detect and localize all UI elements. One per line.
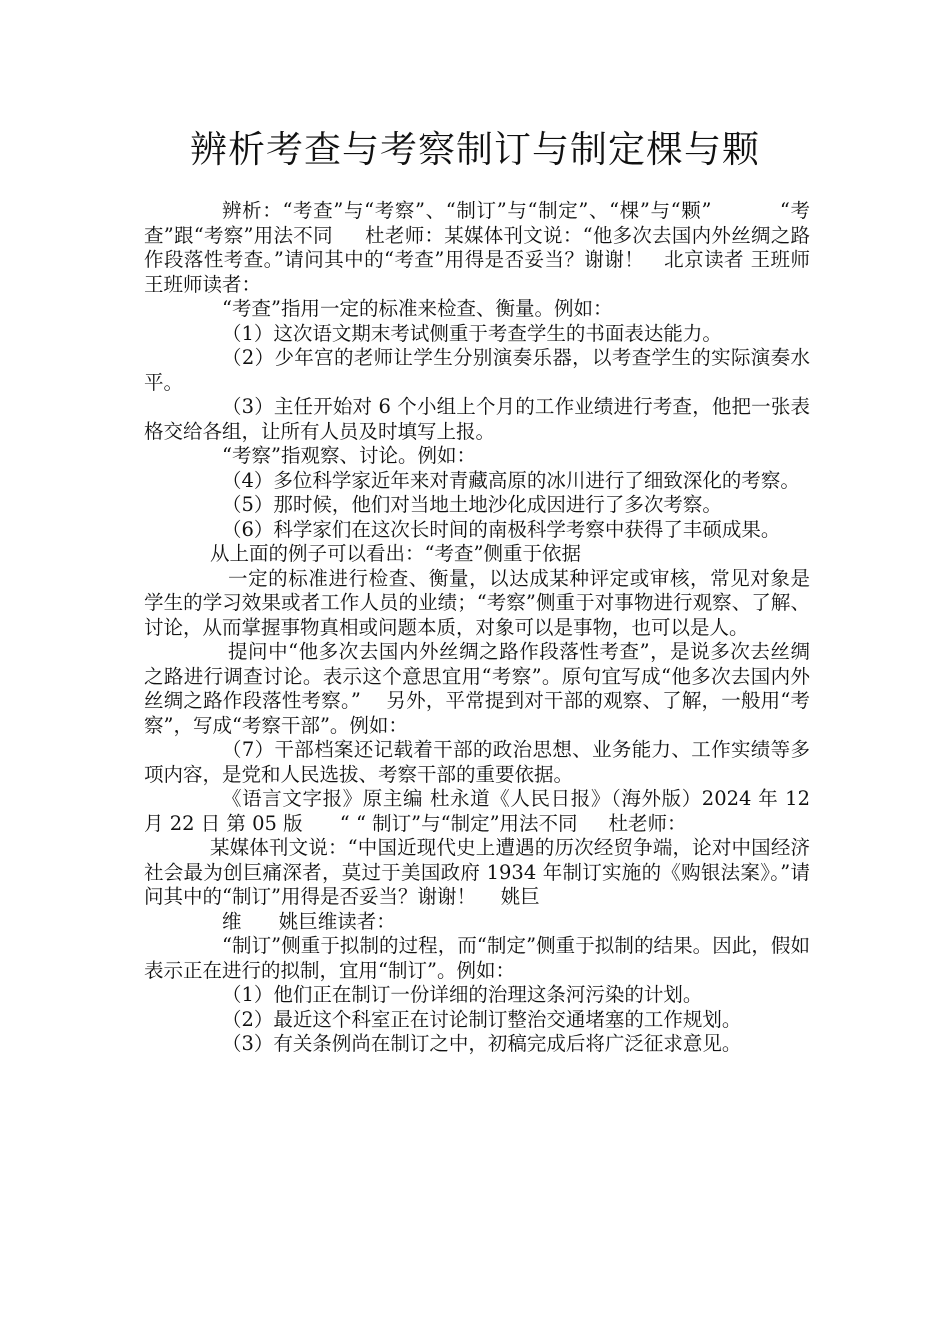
paragraph-summary: 一定的标准进行检查、衡量，以达成某种评定或审核，常见对象是学生的学习效果或者工作人员的业绩；“考察”侧重于对事物进行观察、了解、讨论，从而掌握事物真相或问题本质，对象可以是事物，也可以是人。 [144, 566, 810, 639]
paragraph-question-2: 某媒体刊文说：“中国近现代史上遭遇的历次经贸争端，论对中国经济社会最为创巨痛深者，莫过于美国政府 1934 年制订实施的《购银法案》。”请问其中的“制订”用得是否妥当？谢谢！ 姚巨 [144, 836, 810, 908]
paragraph-example-3: （3）主任开始对 6 个小组上个月的工作业绩进行考查，他把一张表格交给各组，让所有人员及时填写上报。 [144, 395, 810, 443]
paragraph-zhiding-explanation: “制订”侧重于拟制的过程，而“制定”侧重于拟制的结果。因此，假如表示正在进行的拟制，宜用“制订”。例如： [144, 934, 810, 982]
paragraph-zhiding-example-1: （1）他们正在制订一份详细的治理这条河污染的计划。 [222, 983, 703, 1006]
paragraph-example-6: （6）科学家们在这次长时间的南极科学考察中获得了丰硕成果。 [222, 517, 781, 541]
paragraph-intro: 辨析：“考查”与“考察”、“制订”与“制定”、“棵”与“颗” “考查”跟“考察”用法不同 杜老师：某媒体刊文说：“他多次去国内外丝绸之路作段落性考查。”请问其中的“考查”用得是否妥当？谢谢！ 北京读者 王班师 王班师读者： [144, 199, 829, 296]
paragraph-reader-2: 维 姚巨维读者： [222, 909, 396, 933]
document-title: 辨析考查与考察制订与制定棵与颗 [190, 128, 760, 171]
paragraph-example-1: （1）这次语文期末考试侧重于考查学生的书面表达能力。 [222, 321, 722, 345]
paragraph-kaocha2-definition: “考察”指观察、讨论。例如： [222, 444, 476, 467]
paragraph-example-5: （5）那时候，他们对当地土地沙化成因进行了多次考察。 [222, 493, 722, 516]
paragraph-question-analysis: 提问中“他多次去国内外丝绸之路作段落性考查”，是说多次去丝绸之路进行调查讨论。表示这个意思宜用“考察”。原句宜写成“他多次去国内外丝绸之路作段落性考察。” 另外，平常提到对干部的观察、了解，一般用“考察”，写成“考察干部”。例如： [144, 640, 810, 737]
paragraph-example-2: （2）少年宫的老师让学生分别演奏乐器，以考查学生的实际演奏水平。 [144, 346, 810, 394]
paragraph-zhiding-example-3: （3）有关条例尚在制订之中，初稿完成后将广泛征求意见。 [222, 1032, 742, 1055]
paragraph-zhiding-example-2: （2）最近这个科室正在讨论制订整治交通堵塞的工作规划。 [222, 1007, 742, 1031]
paragraph-example-7: （7）干部档案还记载着干部的政治思想、业务能力、工作实绩等多项内容，是党和人民选拔、考察干部的重要依据。 [144, 738, 810, 786]
paragraph-kaocha-definition: “考查”指用一定的标准来检查、衡量。例如： [222, 297, 613, 320]
paragraph-example-4: （4）多位科学家近年来对青藏高原的冰川进行了细致深化的考察。 [222, 468, 800, 492]
paragraph-summary-lead: 从上面的例子可以看出：“考查”侧重于依据 [210, 542, 581, 565]
document-body [144, 199, 829, 1057]
paragraph-source: 《语言文字报》原主编 杜永道《人民日报》（海外版）2024 年 12 月 22 日 第 05 版 “ “ 制订”与“制定”用法不同 杜老师： [144, 787, 817, 835]
